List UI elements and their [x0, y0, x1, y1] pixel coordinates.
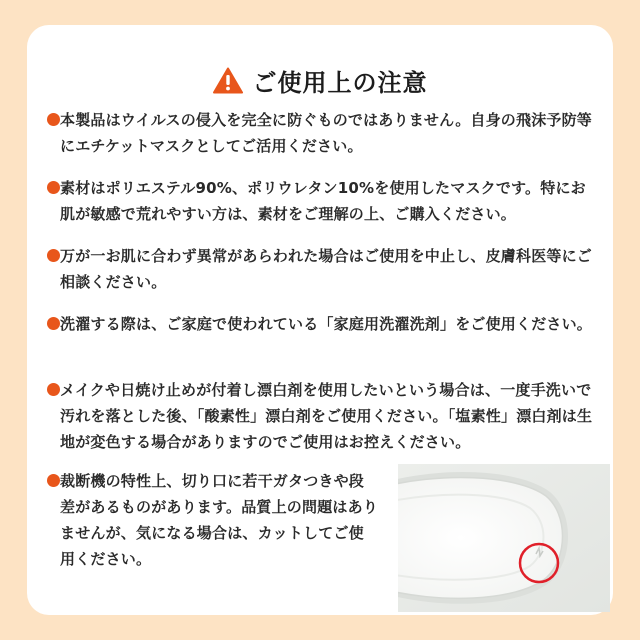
bullet-dot-icon [47, 181, 60, 194]
notice-item-text: 万が一お肌に合わず異常があらわれた場合はご使用を中止し、皮膚科医等にご相談ください。 [60, 247, 593, 291]
bullet-dot-icon [47, 249, 60, 262]
notice-card [27, 25, 613, 615]
notice-item [47, 107, 599, 159]
notice-item [47, 243, 599, 295]
notice-item-text: 本製品はウイルスの侵入を完全に防ぐものではありません。自身の飛沫予防等にエチケットマスクとしてご活用ください。 [60, 111, 593, 155]
notice-item-text: 洗濯する際は、ご家庭で使われている「家庭用洗濯洗剤」をご使用ください。 [60, 315, 593, 333]
notice-item-text: 裁断機の特性上、切り口に若干ガタつきや段差があるものがあります。品質上の問題はありませんが、気になる場合は、カットしてご使用ください。 [60, 472, 379, 568]
notice-item [47, 468, 379, 572]
notice-item-text: 素材はポリエステル90%、ポリウレタン10%を使用したマスクです。特にお肌が敏感で荒れやすい方は、素材をご理解の上、ご購入ください。 [60, 179, 586, 223]
bullet-dot-icon [47, 317, 60, 330]
notice-header [27, 63, 613, 98]
notice-item [47, 311, 599, 337]
warning-triangle-icon [213, 67, 243, 94]
mask-edge-photo-image [398, 464, 610, 612]
bullet-dot-icon [47, 383, 60, 396]
bullet-dot-icon [47, 474, 60, 487]
bullet-dot-icon [47, 113, 60, 126]
notice-item [47, 175, 599, 227]
notice-item [47, 377, 599, 455]
notice-item-text: メイクや日焼け止めが付着し漂白剤を使用したいという場合は、一度手洗いで汚れを落とした後、「酸素性」漂白剤をご使用ください。「塩素性」漂白剤は生地が変色する場合がありますのでご使用はお控えください。 [60, 381, 593, 451]
page-title: ご使用上の注意 [252, 69, 428, 97]
mask-edge-photo [398, 464, 610, 612]
